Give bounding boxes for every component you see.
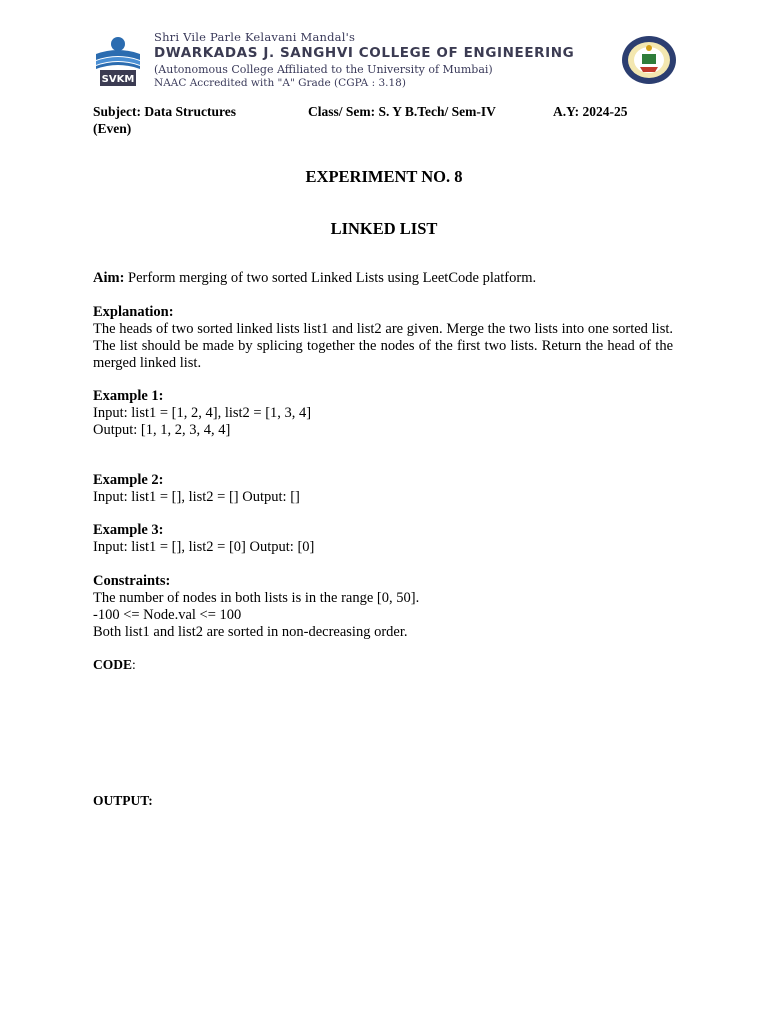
svg-text:SVKM: SVKM [101, 74, 135, 85]
constraint-item: Both list1 and list2 are sorted in non-decreasing order. [93, 624, 408, 640]
example-3-label: Example 3: [93, 522, 164, 538]
accreditation-text: NAAC Accredited with "A" Grade (CGPA : 3.18) [154, 77, 406, 89]
example-2-line: Input: list1 = [], list2 = [] Output: [] [93, 489, 300, 505]
academic-year-info: A.Y: 2024-25 [553, 104, 628, 119]
college-seal-logo [620, 32, 678, 88]
explanation-label: Explanation: [93, 304, 174, 320]
output-label: OUTPUT: [93, 793, 153, 808]
class-sem-info: Class/ Sem: S. Y B.Tech/ Sem-IV [308, 104, 496, 119]
explanation-section [93, 304, 673, 372]
aim-section [93, 270, 673, 287]
explanation-text: The heads of two sorted linked lists list1 and list2 are given. Merge the two lists into one sorted list. The list should be made by splicing together the nodes of the first two lists. Return the head of the merged linked list. [93, 321, 673, 371]
aim-label: Aim: [93, 270, 125, 286]
constraints-section [93, 573, 673, 641]
trust-name: Shri Vile Parle Kelavani Mandal's [154, 30, 356, 44]
example-1-input: Input: list1 = [1, 2, 4], list2 = [1, 3, 4] [93, 405, 312, 421]
example-3-line: Input: list1 = [], list2 = [0] Output: [0] [93, 539, 315, 555]
experiment-title: EXPERIMENT NO. 8 [305, 167, 463, 186]
constraint-item: -100 <= Node.val <= 100 [93, 607, 242, 623]
aim-text: Perform merging of two sorted Linked Lists using LeetCode platform. [124, 270, 537, 286]
example-1 [93, 388, 673, 439]
code-colon: : [132, 657, 136, 672]
college-name: DWARKADAS J. SANGHVI COLLEGE OF ENGINEERING [154, 45, 575, 61]
subject-info: Subject: Data Structures (Even) [93, 104, 236, 136]
college-header [92, 30, 682, 90]
code-section [93, 656, 673, 673]
header-text [154, 30, 614, 90]
example-2-label: Example 2: [93, 472, 164, 488]
constraints-label: Constraints: [93, 573, 171, 589]
example-1-label: Example 1: [93, 388, 164, 404]
constraint-item: The number of nodes in both lists is in the range [0, 50]. [93, 590, 420, 606]
affiliation-text: (Autonomous College Affiliated to the University of Mumbai) [154, 63, 493, 76]
svkm-logo [92, 34, 144, 88]
example-3 [93, 522, 673, 556]
example-2 [93, 472, 673, 506]
example-1-output: Output: [1, 1, 2, 3, 4, 4] [93, 422, 231, 438]
code-label: CODE [93, 657, 133, 672]
topic-title: LINKED LIST [330, 219, 438, 238]
